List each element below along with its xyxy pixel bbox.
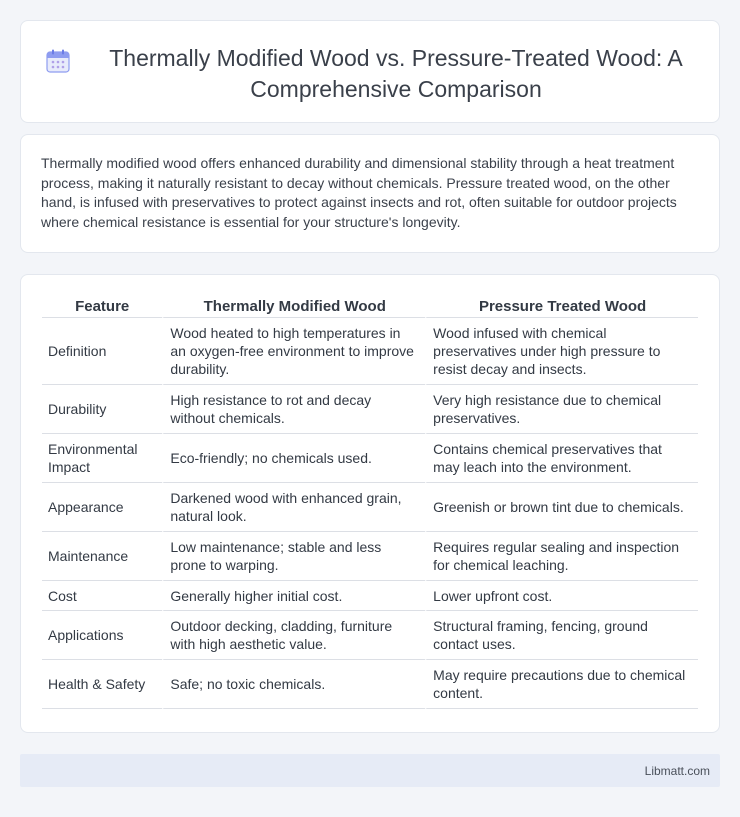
table-row	[42, 532, 698, 581]
row-pressure-value: May require precautions due to chemical content.	[425, 660, 698, 709]
table-row	[42, 483, 698, 532]
table-row	[42, 318, 698, 385]
comparison-card	[20, 274, 720, 733]
row-thermal-value: High resistance to rot and decay without chemicals.	[162, 385, 425, 434]
comparison-table	[42, 297, 698, 709]
row-thermal-value: Wood heated to high temperatures in an oxygen-free environment to improve durability.	[162, 318, 425, 385]
table-row	[42, 660, 698, 709]
row-thermal-value: Eco-friendly; no chemicals used.	[162, 434, 425, 483]
page-title: Thermally Modified Wood vs. Pressure-Treated Wood: A Comprehensive Comparison	[109, 45, 683, 102]
row-feature: Health & Safety	[42, 660, 162, 709]
table-row	[42, 434, 698, 483]
row-thermal-value: Darkened wood with enhanced grain, natural look.	[162, 483, 425, 532]
footer	[20, 754, 720, 787]
row-feature: Durability	[42, 385, 162, 434]
row-feature: Applications	[42, 611, 162, 660]
table-header-row	[42, 297, 698, 318]
row-pressure-value: Requires regular sealing and inspection for chemical leaching.	[425, 532, 698, 581]
header-thermally-modified: Thermally Modified Wood	[162, 297, 425, 318]
table-row	[42, 611, 698, 660]
row-thermal-value: Safe; no toxic chemicals.	[162, 660, 425, 709]
summary-card	[20, 134, 720, 253]
calendar-icon	[45, 48, 71, 74]
header-pressure-treated: Pressure Treated Wood	[425, 297, 698, 318]
table-row	[42, 581, 698, 611]
row-feature: Environmental Impact	[42, 434, 162, 483]
row-thermal-value: Generally higher initial cost.	[162, 581, 425, 611]
row-pressure-value: Lower upfront cost.	[425, 581, 698, 611]
row-pressure-value: Structural framing, fencing, ground contact uses.	[425, 611, 698, 660]
row-thermal-value: Outdoor decking, cladding, furniture with high aesthetic value.	[162, 611, 425, 660]
row-pressure-value: Contains chemical preservatives that may leach into the environment.	[425, 434, 698, 483]
row-pressure-value: Wood infused with chemical preservatives under high pressure to resist decay and insects.	[425, 318, 698, 385]
row-pressure-value: Greenish or brown tint due to chemicals.	[425, 483, 698, 532]
row-thermal-value: Low maintenance; stable and less prone to warping.	[162, 532, 425, 581]
title-card	[20, 20, 720, 123]
summary-paragraph: Thermally modified wood offers enhanced durability and dimensional stability through a heat treatment process, making it naturally resistant to decay without chemicals. Pressure treated wood, on the other hand, is infused with preservatives to protect against insects and rot, often suitable for outdoor projects where chemical resistance is essential for your structure's longevity.	[41, 155, 677, 230]
row-feature: Definition	[42, 318, 162, 385]
row-feature: Cost	[42, 581, 162, 611]
table-row	[42, 385, 698, 434]
row-pressure-value: Very high resistance due to chemical preservatives.	[425, 385, 698, 434]
footer-brand-link[interactable]: Libmatt.com	[644, 763, 710, 778]
title-row	[21, 21, 719, 105]
header-feature: Feature	[42, 297, 162, 318]
row-feature: Appearance	[42, 483, 162, 532]
row-feature: Maintenance	[42, 532, 162, 581]
